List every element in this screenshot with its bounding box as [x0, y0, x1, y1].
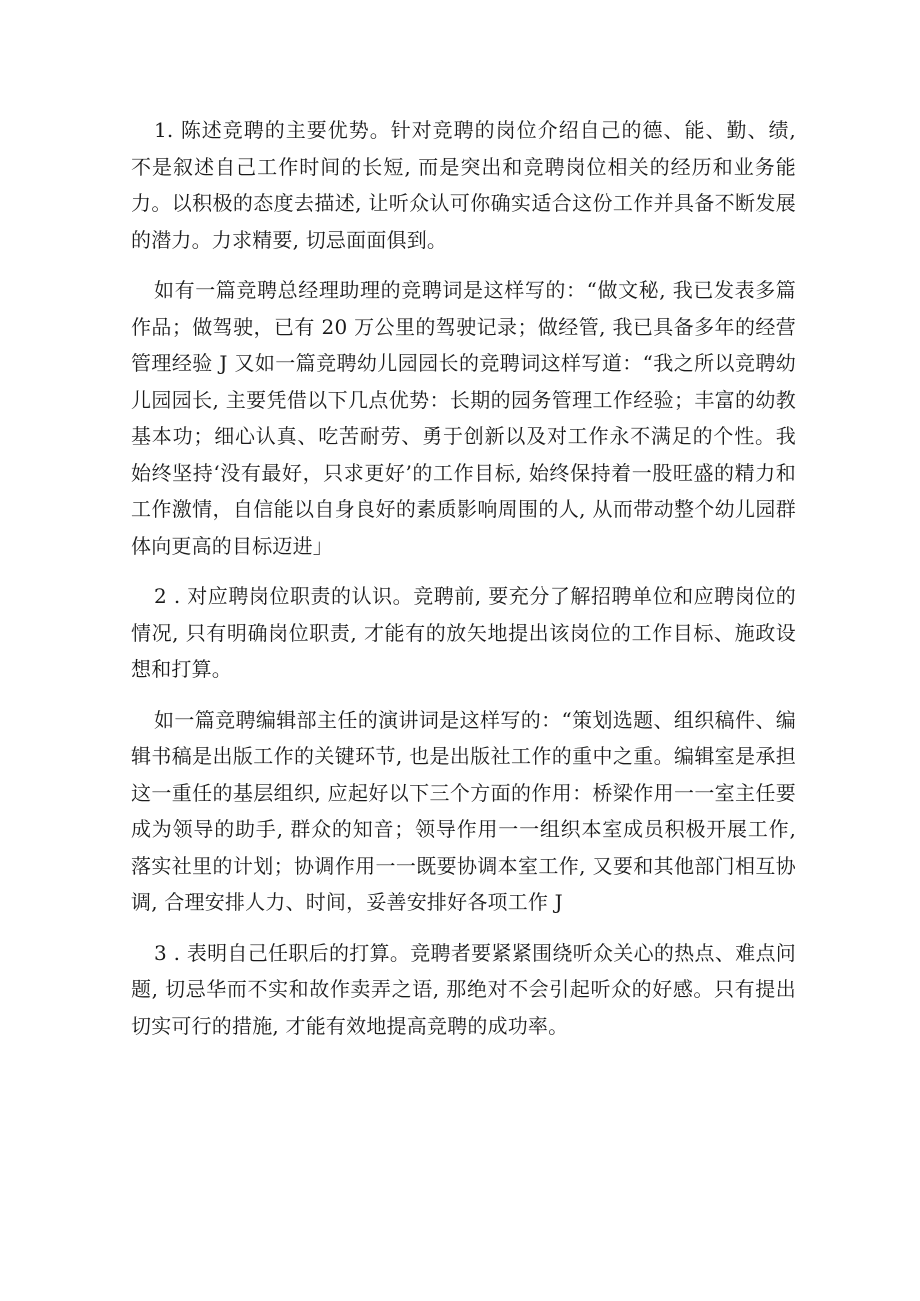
- paragraph-plans: 3 . 表明自己任职后的打算。竞聘者要紧紧围绕听众关心的热点、难点问题, 切忌华而不实和故作卖弄之语, 那绝对不会引起听众的好感。只有提出切实可行的措施, 才能有效地提高竞聘的成功率。: [131, 940, 796, 1038]
- paragraph-advantages: 1. 陈述竞聘的主要优势。针对竞聘的岗位介绍自己的德、能、勤、绩, 不是叙述自己工作时间的长短, 而是突出和竞聘岗位相关的经历和业务能力。以积极的态度去描述, 让听众认可你确实适合这份工作并具备不断发展的潜力。力求精要, 切忌面面俱到。: [131, 118, 796, 252]
- document-body: [131, 112, 796, 1058]
- paragraph-example-editor: 如一篇竞聘编辑部主任的演讲词是这样写的：“策划选题、组织稿件、编辑书稿是出版工作的关键环节, 也是出版社工作的重中之重。编辑室是承担这一重任的基层组织, 应起好以下三个方面的作用：桥梁作用一一室主任要成为领导的助手, 群众的知音；领导作用一一组织本室成员积极开展工作, 落实社里的计划；协调作用一一既要协调本室工作, 又要和其他部门相互协调, 合理安排人力、时间，妥善安排好各项工作 J: [131, 707, 796, 914]
- paragraph-job-duties: 2 . 对应聘岗位职责的认识。竞聘前, 要充分了解招聘单位和应聘岗位的情况, 只有明确岗位职责, 才能有的放矢地提出该岗位的工作目标、施政设想和打算。: [131, 584, 796, 681]
- paragraph-example-assistant-kindergarten: 如有一篇竞聘总经理助理的竞聘词是这样写的：“做文秘, 我已发表多篇作品；做驾驶，已有 20 万公里的驾驶记录；做经管, 我已具备多年的经营管理经验 J 又如一篇竞聘幼儿园园长的竞聘词这样写道：“我之所以竞聘幼儿园园长, 主要凭借以下几点优势：长期的园务管理工作经验；丰富的幼教基本功；细心认真、吃苦耐劳、勇于创新以及对工作永不满足的个性。我始终坚持‘没有最好，只求更好’的工作目标, 始终保持着一股旺盛的精力和工作激情，自信能以自身良好的素质影响周围的人, 从而带动整个幼儿园群体向更高的目标迈进」: [131, 278, 796, 558]
